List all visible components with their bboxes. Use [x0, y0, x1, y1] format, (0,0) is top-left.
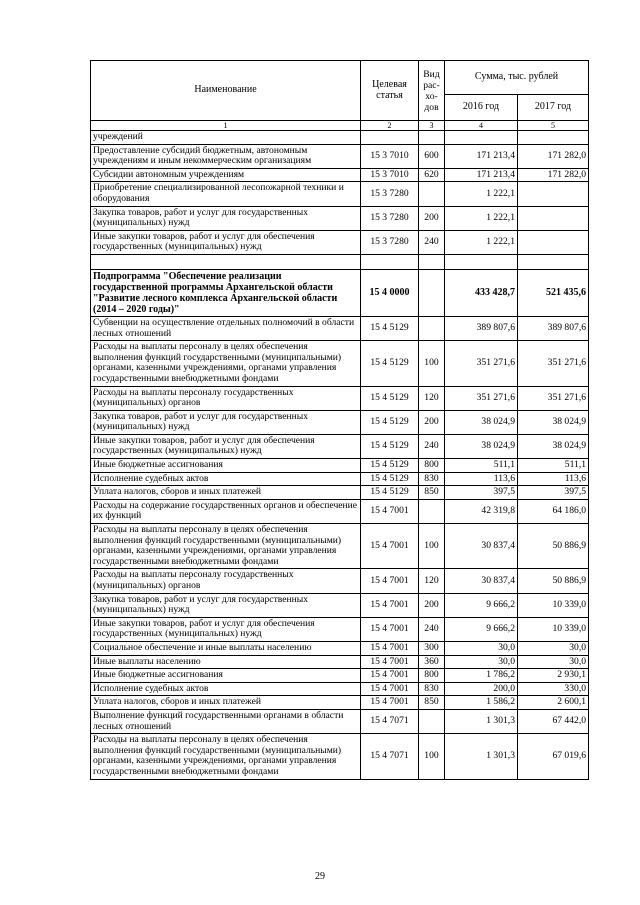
header-year-2016: 2016 год	[445, 95, 518, 121]
row-name-cell: Подпрограмма "Обеспечение реализации государственной программы Архангельской области "Развитие лесного комплекса Архангельской области (2014 – 2020 годы)"	[91, 269, 361, 316]
table-row	[91, 131, 589, 145]
table-row	[91, 434, 589, 458]
row-name-cell: Иные выплаты населению	[91, 655, 361, 669]
row-vid-cell: 200	[419, 206, 445, 230]
row-2016-cell	[445, 254, 518, 269]
row-code-cell: 15 4 7071	[361, 734, 419, 779]
row-code-cell: 15 4 5129	[361, 486, 419, 500]
table-row	[91, 386, 589, 410]
row-code-cell: 15 4 5129	[361, 386, 419, 410]
table-row	[91, 655, 589, 669]
row-code-cell: 15 4 5129	[361, 410, 419, 434]
row-name-cell: Расходы на выплаты персоналу государственных (муниципальных) органов	[91, 569, 361, 593]
row-name-cell	[91, 254, 361, 269]
row-2016-cell: 171 213,4	[445, 168, 518, 182]
row-code-cell: 15 4 7001	[361, 641, 419, 655]
row-2016-cell: 351 271,6	[445, 341, 518, 386]
table-row	[91, 499, 589, 523]
row-code-cell: 15 3 7280	[361, 230, 419, 254]
row-2017-cell: 2 930,1	[518, 669, 589, 683]
row-code-cell: 15 4 7001	[361, 499, 419, 523]
row-name-cell: Социальное обеспечение и иные выплаты населению	[91, 641, 361, 655]
row-name-cell: Иные закупки товаров, работ и услуг для обеспечения государственных (муниципальных) нужд	[91, 434, 361, 458]
table-row	[91, 230, 589, 254]
row-code-cell	[361, 131, 419, 145]
row-code-cell: 15 4 7001	[361, 682, 419, 696]
index-cell: 4	[445, 121, 518, 131]
row-vid-cell: 600	[419, 144, 445, 168]
row-vid-cell: 240	[419, 230, 445, 254]
row-code-cell: 15 4 5129	[361, 472, 419, 486]
row-vid-cell: 850	[419, 696, 445, 710]
table-row	[91, 669, 589, 683]
row-vid-cell	[419, 269, 445, 316]
row-code-cell: 15 4 5129	[361, 341, 419, 386]
row-name-cell: Предоставление субсидий бюджетным, автономным учреждениям и иным некоммерческим организациям	[91, 144, 361, 168]
row-vid-cell: 100	[419, 524, 445, 569]
row-name-cell: Расходы на выплаты персоналу в целях обеспечения выполнения функций государственными (муниципальными) органами, казенными учреждениями, органами управления государственными внебюджетными фондами	[91, 341, 361, 386]
row-code-cell: 15 3 7280	[361, 206, 419, 230]
table-row	[91, 316, 589, 340]
row-name-cell: Расходы на выплаты персоналу в целях обеспечения выполнения функций государственными (муниципальными) органами, казенными учреждениями, органами управления государственными внебюджетными фондами	[91, 734, 361, 779]
budget-table-page	[90, 60, 588, 780]
row-2016-cell	[445, 131, 518, 145]
row-name-cell: Уплата налогов, сборов и иных платежей	[91, 486, 361, 500]
row-vid-cell: 240	[419, 434, 445, 458]
row-vid-cell: 240	[419, 617, 445, 641]
row-name-cell: Иные закупки товаров, работ и услуг для обеспечения государственных (муниципальных) нужд	[91, 230, 361, 254]
row-name-cell: Субвенции на осуществление отдельных полномочий в области лесных отношений	[91, 316, 361, 340]
row-vid-cell: 800	[419, 669, 445, 683]
row-2017-cell: 38 024,9	[518, 410, 589, 434]
table-row	[91, 269, 589, 316]
row-2016-cell: 38 024,9	[445, 410, 518, 434]
table-row	[91, 486, 589, 500]
row-vid-cell	[419, 182, 445, 206]
row-2017-cell: 511,1	[518, 459, 589, 473]
row-2016-cell: 42 319,8	[445, 499, 518, 523]
table-row	[91, 696, 589, 710]
row-2017-cell: 171 282,0	[518, 144, 589, 168]
row-2016-cell: 9 666,2	[445, 593, 518, 617]
row-2017-cell: 521 435,6	[518, 269, 589, 316]
row-2016-cell: 30,0	[445, 641, 518, 655]
row-vid-cell	[419, 254, 445, 269]
row-2017-cell: 67 019,6	[518, 734, 589, 779]
row-2017-cell: 30,0	[518, 655, 589, 669]
budget-table	[90, 60, 589, 780]
table-row	[91, 682, 589, 696]
row-2017-cell: 113,6	[518, 472, 589, 486]
row-name-cell: Закупка товаров, работ и услуг для государственных (муниципальных) нужд	[91, 593, 361, 617]
table-row	[91, 709, 589, 733]
index-cell: 5	[518, 121, 589, 131]
row-code-cell: 15 4 5129	[361, 434, 419, 458]
header-vid: Вид рас- хо- дов	[419, 61, 445, 121]
table-row	[91, 593, 589, 617]
row-2016-cell: 433 428,7	[445, 269, 518, 316]
row-name-cell: Расходы на выплаты персоналу государственных (муниципальных) органов	[91, 386, 361, 410]
row-2016-cell: 511,1	[445, 459, 518, 473]
row-code-cell: 15 4 7001	[361, 617, 419, 641]
row-2016-cell: 200,0	[445, 682, 518, 696]
table-row	[91, 168, 589, 182]
row-code-cell: 15 3 7280	[361, 182, 419, 206]
row-2016-cell: 351 271,6	[445, 386, 518, 410]
header-sum: Сумма, тыс. рублей	[445, 61, 589, 95]
table-row	[91, 182, 589, 206]
row-2017-cell: 50 886,9	[518, 524, 589, 569]
row-vid-cell: 620	[419, 168, 445, 182]
row-code-cell: 15 4 7001	[361, 655, 419, 669]
table-row	[91, 459, 589, 473]
row-2017-cell: 67 442,0	[518, 709, 589, 733]
row-2017-cell: 30,0	[518, 641, 589, 655]
row-2016-cell: 1 586,2	[445, 696, 518, 710]
row-2016-cell: 389 807,6	[445, 316, 518, 340]
row-2016-cell: 113,6	[445, 472, 518, 486]
header-target: Целевая статья	[361, 61, 419, 121]
table-row	[91, 341, 589, 386]
row-code-cell: 15 4 7001	[361, 569, 419, 593]
row-name-cell: Иные бюджетные ассигнования	[91, 669, 361, 683]
table-row	[91, 254, 589, 269]
row-code-cell: 15 3 7010	[361, 168, 419, 182]
row-2017-cell	[518, 254, 589, 269]
row-2016-cell: 1 222,1	[445, 230, 518, 254]
row-vid-cell: 830	[419, 682, 445, 696]
table-row	[91, 206, 589, 230]
row-vid-cell	[419, 131, 445, 145]
row-code-cell: 15 4 7001	[361, 669, 419, 683]
row-vid-cell: 200	[419, 410, 445, 434]
row-2017-cell	[518, 230, 589, 254]
row-code-cell: 15 4 7071	[361, 709, 419, 733]
row-vid-cell: 100	[419, 341, 445, 386]
table-row	[91, 569, 589, 593]
row-2017-cell: 10 339,0	[518, 617, 589, 641]
row-name-cell: Закупка товаров, работ и услуг для государственных (муниципальных) нужд	[91, 410, 361, 434]
table-body	[91, 131, 589, 780]
row-name-cell: Исполнение судебных актов	[91, 472, 361, 486]
row-code-cell: 15 4 7001	[361, 696, 419, 710]
row-2017-cell	[518, 182, 589, 206]
row-name-cell: Расходы на содержание государственных органов и обеспечение их функций	[91, 499, 361, 523]
row-2016-cell: 397,5	[445, 486, 518, 500]
row-code-cell: 15 4 5129	[361, 316, 419, 340]
row-code-cell: 15 4 7001	[361, 524, 419, 569]
row-name-cell: Уплата налогов, сборов и иных платежей	[91, 696, 361, 710]
row-code-cell	[361, 254, 419, 269]
row-2016-cell: 1 301,3	[445, 709, 518, 733]
row-name-cell: Выполнение функций государственными органами в области лесных отношений	[91, 709, 361, 733]
row-name-cell: Субсидии автономным учреждениям	[91, 168, 361, 182]
row-2017-cell: 351 271,6	[518, 386, 589, 410]
row-vid-cell: 120	[419, 386, 445, 410]
table-row	[91, 734, 589, 779]
row-2017-cell: 397,5	[518, 486, 589, 500]
row-code-cell: 15 4 0000	[361, 269, 419, 316]
table-row	[91, 472, 589, 486]
row-name-cell: Иные бюджетные ассигнования	[91, 459, 361, 473]
row-2016-cell: 1 222,1	[445, 182, 518, 206]
row-2017-cell: 2 600,1	[518, 696, 589, 710]
row-2016-cell: 171 213,4	[445, 144, 518, 168]
row-name-cell: Закупка товаров, работ и услуг для государственных (муниципальных) нужд	[91, 206, 361, 230]
row-vid-cell: 300	[419, 641, 445, 655]
row-2017-cell	[518, 131, 589, 145]
row-2016-cell: 1 301,3	[445, 734, 518, 779]
row-name-cell: учреждений	[91, 131, 361, 145]
table-row	[91, 524, 589, 569]
row-code-cell: 15 3 7010	[361, 144, 419, 168]
row-vid-cell: 100	[419, 734, 445, 779]
index-cell: 2	[361, 121, 419, 131]
row-2016-cell: 9 666,2	[445, 617, 518, 641]
row-2017-cell: 330,0	[518, 682, 589, 696]
row-name-cell: Приобретение специализированной лесопожарной техники и оборудования	[91, 182, 361, 206]
table-row	[91, 641, 589, 655]
index-cell: 3	[419, 121, 445, 131]
row-vid-cell	[419, 499, 445, 523]
row-vid-cell: 120	[419, 569, 445, 593]
row-vid-cell: 200	[419, 593, 445, 617]
row-2016-cell: 30 837,4	[445, 524, 518, 569]
row-2017-cell: 50 886,9	[518, 569, 589, 593]
row-2017-cell: 171 282,0	[518, 168, 589, 182]
row-vid-cell	[419, 709, 445, 733]
row-2017-cell: 38 024,9	[518, 434, 589, 458]
row-2017-cell: 10 339,0	[518, 593, 589, 617]
row-2016-cell: 30 837,4	[445, 569, 518, 593]
row-2017-cell	[518, 206, 589, 230]
row-2016-cell: 30,0	[445, 655, 518, 669]
row-vid-cell	[419, 316, 445, 340]
row-2016-cell: 38 024,9	[445, 434, 518, 458]
table-row	[91, 410, 589, 434]
row-2016-cell: 1 786,2	[445, 669, 518, 683]
row-vid-cell: 830	[419, 472, 445, 486]
row-name-cell: Расходы на выплаты персоналу в целях обеспечения выполнения функций государственными (муниципальными) органами, казенными учреждениями, органами управления государственными внебюджетными фондами	[91, 524, 361, 569]
row-code-cell: 15 4 7001	[361, 593, 419, 617]
row-vid-cell: 850	[419, 486, 445, 500]
header-year-2017: 2017 год	[518, 95, 589, 121]
row-2017-cell: 389 807,6	[518, 316, 589, 340]
table-row	[91, 144, 589, 168]
row-code-cell: 15 4 5129	[361, 459, 419, 473]
row-2017-cell: 64 186,0	[518, 499, 589, 523]
row-vid-cell: 360	[419, 655, 445, 669]
row-2017-cell: 351 271,6	[518, 341, 589, 386]
row-name-cell: Исполнение судебных актов	[91, 682, 361, 696]
header-name: Наименование	[91, 61, 361, 121]
row-2016-cell: 1 222,1	[445, 206, 518, 230]
table-row	[91, 617, 589, 641]
row-name-cell: Иные закупки товаров, работ и услуг для обеспечения государственных (муниципальных) нужд	[91, 617, 361, 641]
index-cell: 1	[91, 121, 361, 131]
row-vid-cell: 800	[419, 459, 445, 473]
page-number: 29	[315, 871, 325, 882]
